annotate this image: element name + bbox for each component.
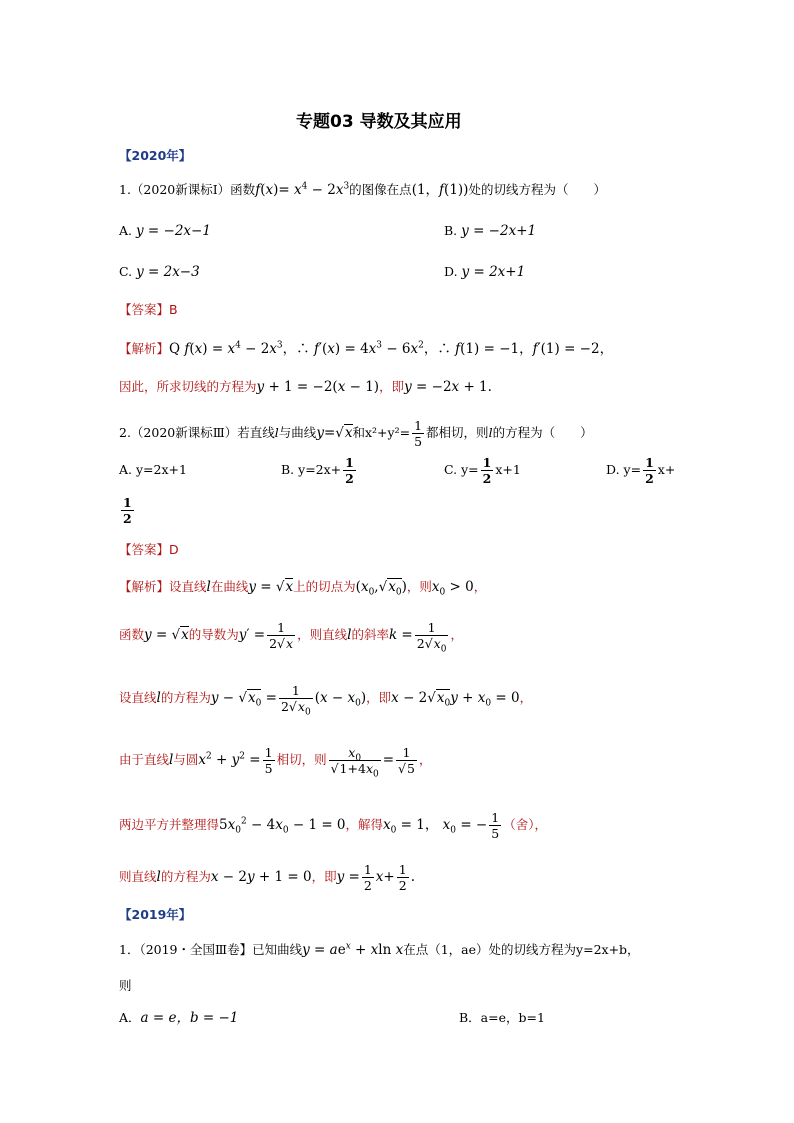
page-title: 专题03 导数及其应用 [296,112,462,132]
q2-option-a: A. y=2x+1 [119,462,187,477]
q2-stem: 2.（2020新课标Ⅲ）若直线l与曲线y=√x和x²+y²= $\frac{1}{5}$ 都相切，则l的方程为（ ） [119,418,593,449]
q2-analysis-line3: 设直线l的方程为$y - √x_0$ = $\frac{1}{2√x_0}$ $(x - x_0)$，即$x - 2√x_0y + x_0 = 0$， [119,683,533,718]
q2-option-c: C. y= $\frac{1}{2}$ x+1 [444,455,521,486]
q2-analysis-line5: 两边平方并整理得$5x_0^2 - 4x_0 - 1 = 0$，解得$x_0 = 1$， $x_0$ = − $\frac{1}{5}$ （舍）， [119,810,547,841]
q1-option-a: A. y = −2x−1 [119,223,211,239]
q1-answer: 【答案】B [119,302,178,317]
q1-analysis-line2: 因此，所求切线的方程为y + 1 = −2(x − 1)，即y = −2x + 1. [119,379,492,395]
q1-option-c: C. y = 2x−3 [119,264,200,280]
q3-option-b: B．a=e，b=1 [459,1010,545,1025]
q2-analysis-line6: 则直线l的方程为x − 2y + 1 = 0，即y = $\frac{1}{2}$ x+ $\frac{1}{2}$ . [119,862,415,893]
q2-option-d: D. y= $\frac{1}{2}$ x+ [606,455,676,486]
q1-option-b: B. y = −2x+1 [444,223,537,239]
q2-option-d-wrap: $\frac{1}{2}$ [123,495,132,526]
q2-analysis-line4: 由于直线l与圆$x^2 + y^2$ = $\frac{1}{5}$ 相切，则 $\frac{x_0}{√1+4x_0}$ = $\frac{1}{√5}$ ， [119,745,432,780]
q2-answer: 【答案】D [119,542,179,557]
q2-analysis-line1: 【解析】设直线l在曲线y = √x上的切点为$(x_0,√x_0)$，则$x_0 > 0$， [119,579,487,598]
q2-option-b: B. y=2x+ $\frac{1}{2}$ [281,455,354,486]
q1-analysis-line1: 【解析】Q $f(x) = x^4 - 2x^3$，∴ $f'(x) = 4x^3 - 6x^2$，∴ f(1) = −1，f′(1) = −2， [119,340,614,357]
q2-analysis-line2: 函数y = √x的导数为y′ = $\frac{1}{2√x}$ ，则直线l的斜率k = $\frac{1}{2√x_0}$ ， [119,620,463,655]
q1-stem: 1.（2020新课标Ⅰ）函数$f(x)= x^4 - 2x^3$的图像在点(1，f(1))处的切线方程为（ ） [119,181,606,198]
q3-option-a: A．a = e，b = −1 [119,1010,239,1026]
year-heading-2019: 【2019年】 [119,907,192,922]
q3-stem-cont: 则 [119,978,132,993]
q3-stem: 1．（2019・全国Ⅲ卷】已知曲线$y = ae^x + xln$ x在点（1，ae）处的切线方程为y=2x+b， [119,941,640,958]
q1-option-d: D. y = 2x+1 [444,264,526,280]
year-heading-2020: 【2020年】 [119,148,192,163]
